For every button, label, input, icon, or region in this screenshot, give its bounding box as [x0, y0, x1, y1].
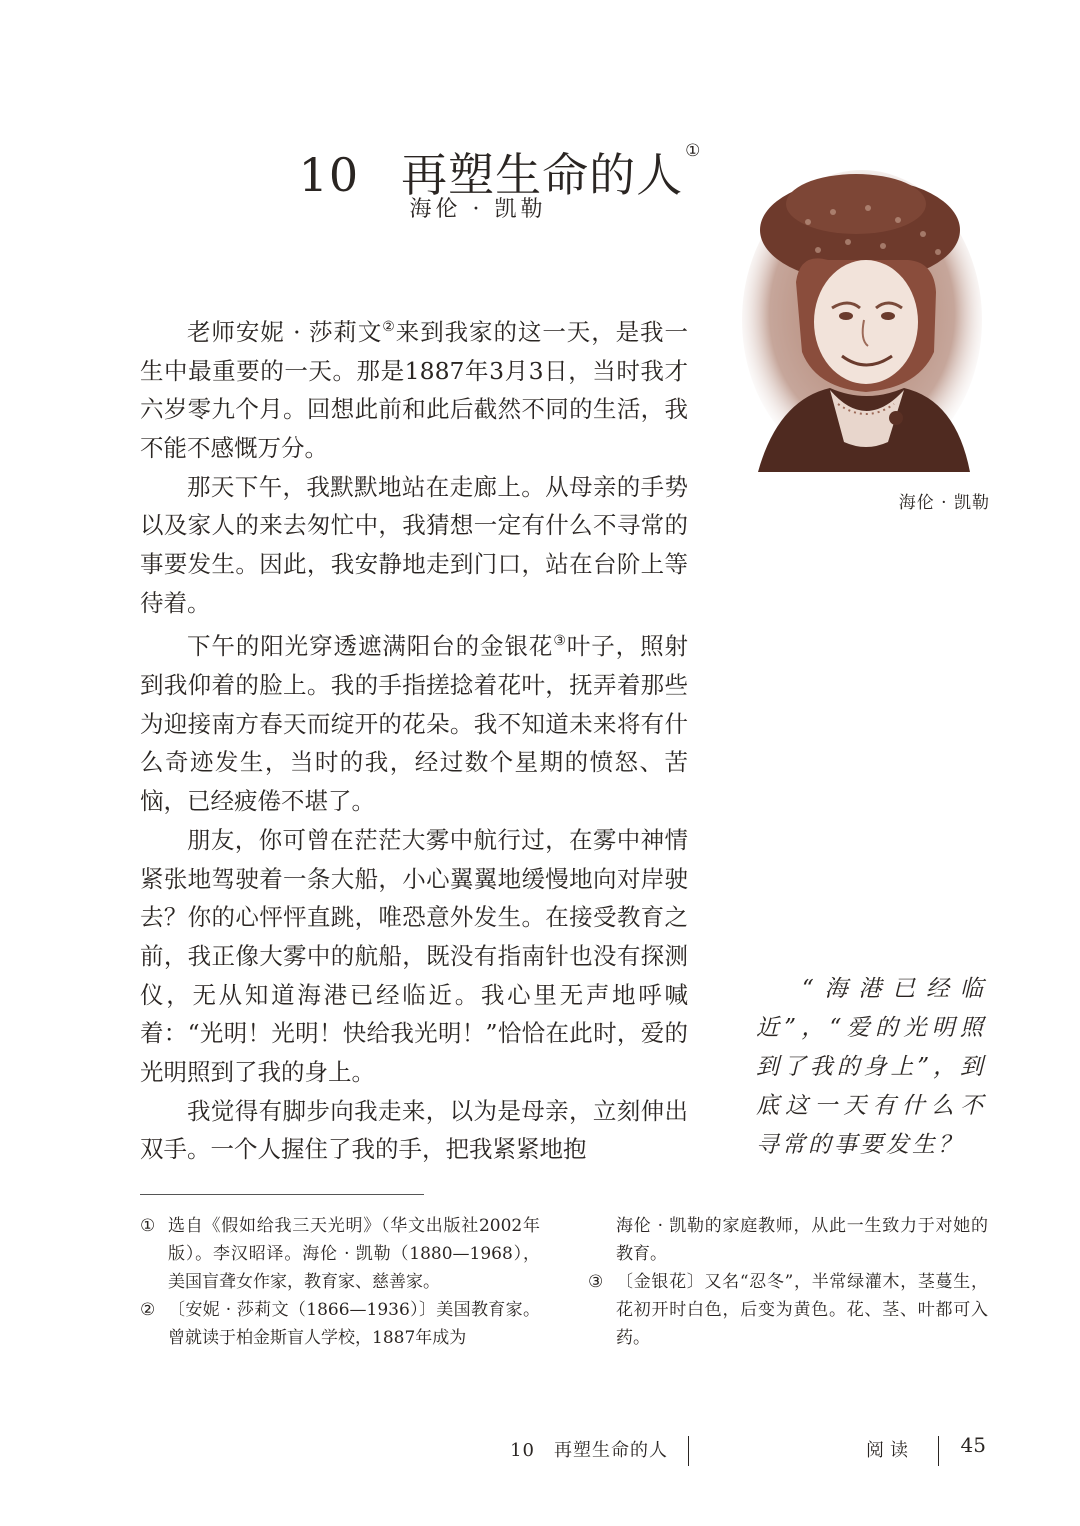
paragraph: 那天下午，我默默地站在走廊上。从母亲的手势以及家人的来去匆忙中，我猜想一定有什么不寻常的事要发生。因此，我安静地走到门口，站在台阶上等待着。 [140, 472, 688, 617]
footnote-text: 〔安妮 · 莎莉文（1866—1936）〕美国教育家。曾就读于柏金斯盲人学校，1887年成为 [168, 1300, 540, 1348]
portrait-caption: 海伦 · 凯勒 [898, 493, 990, 513]
footer-section: 阅读 [866, 1440, 914, 1461]
author-portrait [738, 142, 986, 478]
note-marker: ③ [553, 633, 567, 650]
margin-question: “海港已经临近”，“爱的光明照到了我的身上”，到底这一天有什么不寻常的事要发生？ [756, 976, 986, 1158]
footnote [588, 1268, 988, 1352]
footnote-text: 〔金银花〕又名“忍冬”，半常绿灌木，茎蔓生，花初开时白色，后变为黄色。花、茎、叶都可入药。 [616, 1272, 988, 1348]
footer-separator [688, 1436, 689, 1466]
footnote-marker: ③ [588, 1272, 604, 1292]
footnote-divider [140, 1194, 424, 1195]
footnote-marker: ② [140, 1300, 156, 1320]
footnote [140, 1212, 540, 1296]
footnote [140, 1296, 540, 1352]
footnote-continuation: 海伦 · 凯勒的家庭教师，从此一生致力于对她的教育。 [616, 1216, 988, 1264]
author-name: 海伦 · 凯勒 [409, 197, 547, 222]
title-text: 再塑生命的人 [401, 147, 684, 202]
footnote-marker: ① [140, 1216, 156, 1236]
page-number: 45 [960, 1433, 986, 1457]
footnote-text: 选自《假如给我三天光明》（华文出版社2002年版）。李汉昭译。海伦 · 凯勒（1880—1968），美国盲聋女作家，教育家、慈善家。 [168, 1216, 540, 1292]
footer-lesson-title: 10 再塑生命的人 [510, 1440, 668, 1461]
footnotes-right-column [588, 1212, 988, 1352]
paragraph: 我觉得有脚步向我走来，以为是母亲，立刻伸出双手。一个人握住了我的手，把我紧紧地抱 [140, 1096, 688, 1164]
page-footer [0, 1432, 1080, 1466]
footer-separator [938, 1436, 939, 1466]
footnotes-left-column [140, 1212, 540, 1352]
title-note-marker: ① [685, 140, 702, 161]
lesson-number: 10 [298, 147, 360, 202]
paragraph: 老师安妮 · 莎莉文②来到我家的这一天，是我一生中最重要的一天。那是1887年3月3日，当时我才六岁零九个月。回想此前和此后截然不同的生活，我不能不感慨万分。 [140, 317, 688, 462]
article-body [140, 308, 688, 1169]
paragraph: 下午的阳光穿透遮满阳台的金银花③叶子，照射到我仰着的脸上。我的手指搓捻着花叶，抚弄着那些为迎接南方春天而绽开的花朵。我不知道未来将有什么奇迹发生，当时的我，经过数个星期的愤怒、苦恼，已经疲倦不堪了。 [140, 632, 688, 816]
paragraph: 朋友，你可曾在茫茫大雾中航行过，在雾中神情紧张地驾驶着一条大船，小心翼翼地缓慢地向对岸驶去？你的心怦怦直跳，唯恐意外发生。在接受教育之前，我正像大雾中的航船，既没有指南针也没有探测仪，无从知道海港已经临近。我心里无声地呼喊着：“光明！光明！快给我光明！”恰恰在此时，爱的光明照到了我的身上。 [140, 825, 688, 1087]
note-marker: ② [382, 319, 396, 335]
